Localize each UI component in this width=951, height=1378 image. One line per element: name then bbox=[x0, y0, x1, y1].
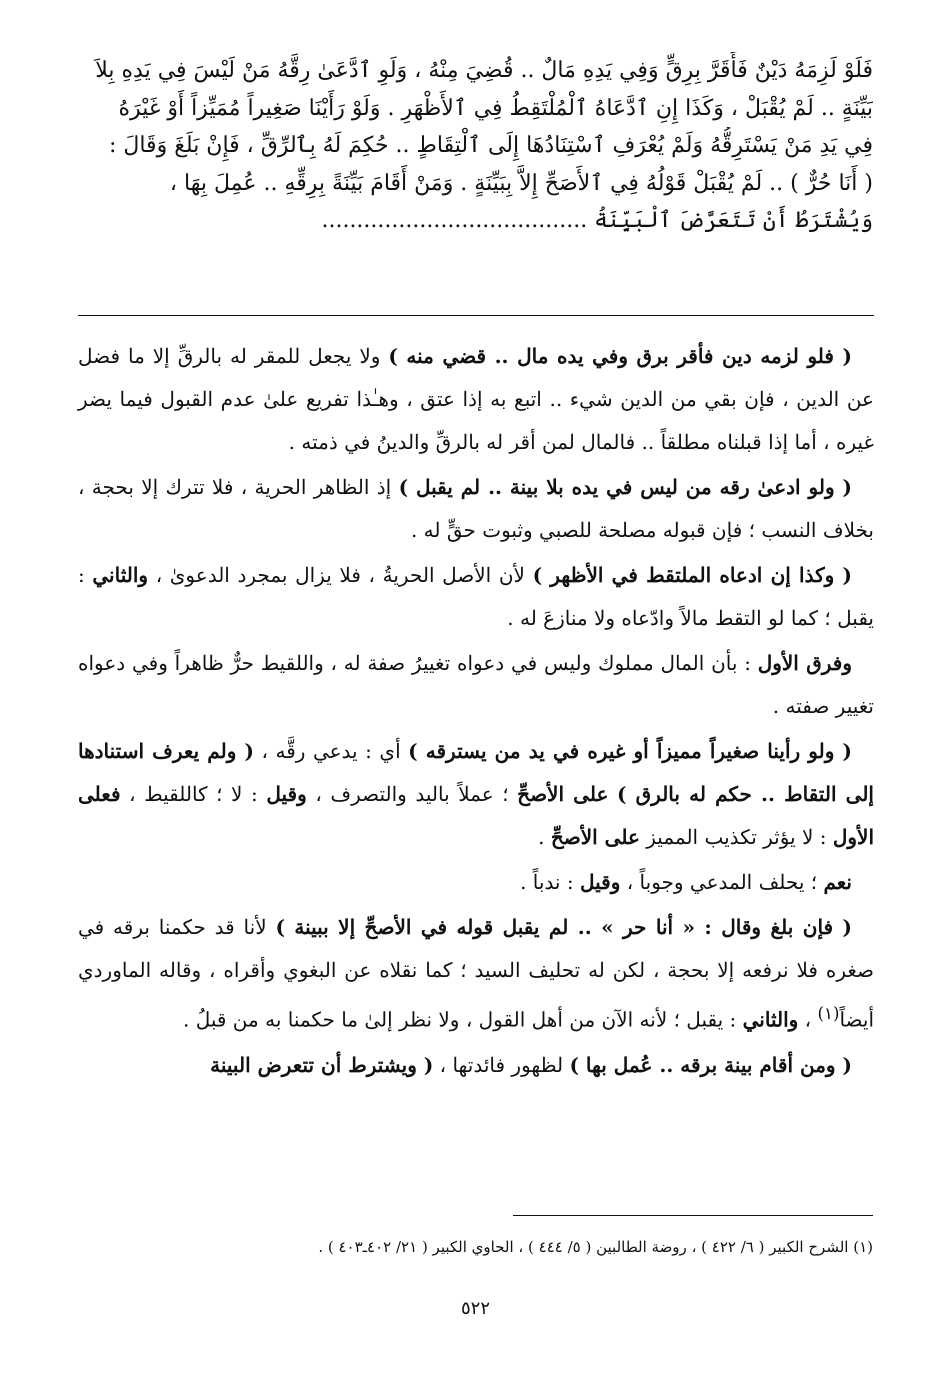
bold-term: وقيل bbox=[266, 782, 307, 806]
matn-line: وَيُشْتَرَطُ أَنْ تَتَعَرَّضَ ٱلْبَيِّنَةُ ...................................... bbox=[321, 208, 873, 233]
commentary-segment bbox=[608, 782, 617, 806]
commentary-paragraph bbox=[78, 335, 874, 464]
quoted-matn: ( وكذا إن ادعاه الملتقط في الأظهر ) bbox=[532, 563, 852, 587]
matn-line: فَلَوْ لَزِمَهُ دَيْنٌ فَأَقَرَّ بِرِقٍّ وَفِي يَدِهِ مَالٌ .. قُضِيَ مِنْهُ ، وَلَوِ ٱدَّعَىٰ رِقَّهُ مَنْ لَيْسَ فِي يَدِهِ بِلاَ bbox=[95, 58, 873, 83]
matn-separator-rule bbox=[78, 315, 874, 316]
commentary-segment: لظهور فائدتها ، bbox=[433, 1052, 570, 1077]
quoted-matn: ( ولو ادعىٰ رقه من ليس في يده بلا بينة .. لم يقبل ) bbox=[398, 475, 852, 499]
commentary-paragraph bbox=[78, 730, 874, 859]
commentary-segment: ، bbox=[798, 1007, 818, 1032]
commentary-paragraph bbox=[78, 861, 874, 904]
bold-term: والثاني bbox=[92, 563, 149, 587]
commentary-paragraph bbox=[78, 554, 874, 640]
commentary-paragraph bbox=[78, 642, 874, 728]
bold-term: وقيل bbox=[579, 870, 621, 894]
commentary-segment: إذ الظاهر الحرية ، فلا تترك إلا بحجة ، بخلاف النسب ؛ فإن قبوله مصلحة للصبي وثبوت حقٍّ له . bbox=[78, 475, 874, 542]
commentary-segment: ولا يجعل للمقر له بالرقِّ إلا ما فضل عن الدين ، فإن بقي من الدين شيء .. اتبع به إذا عتق ، وهـٰذا تفريع علىٰ عدم القبول فيما يضر غيره ، أما إذا قبلناه مطلقاً .. فالمال لمن أقر له بالرقِّ والدينُ في ذمته . bbox=[78, 344, 874, 454]
commentary-segment: : لا يؤثر تكذيب المميز bbox=[639, 825, 833, 849]
bold-term: والثاني bbox=[742, 1007, 799, 1032]
commentary-paragraph bbox=[78, 1044, 874, 1087]
quoted-matn: ( فلو لزمه دين فأقر برق وفي يده مال .. قضي منه ) bbox=[388, 344, 852, 368]
commentary-segment: ؛ يحلف المدعي وجوباً ، bbox=[620, 870, 824, 894]
matn-text bbox=[78, 52, 873, 240]
matn-line: ( أَنَا حُرٌّ ) .. لَمْ يُقْبَلْ قَوْلُهُ فِي ٱلأَصَحِّ إِلاَّ بِبَيِّنَةٍ . وَمَنْ أَقَامَ بَيِّنَةً بِرِقِّهِ .. عُمِلَ بِهَا ، bbox=[169, 170, 873, 196]
commentary-segment: لأن الأصل الحريةُ ، فلا يزال بمجرد الدعوىٰ ، bbox=[148, 563, 533, 587]
footnote: (١) الشرح الكبير ( ٦/ ٤٢٢ ) ، روضة الطالبين ( ٥/ ٤٤٤ ) ، الحاوي الكبير ( ٢١/ ٤٠٢ـ٤٠٣ ) . bbox=[318, 1238, 873, 1256]
commentary-text bbox=[78, 335, 874, 1089]
footnote-reference[interactable]: (١) bbox=[817, 1004, 840, 1023]
commentary-paragraph bbox=[78, 906, 874, 1042]
commentary-segment: لأنا قد حكمنا برقه في صغره فلا نرفعه إلا بحجة ، لكن له تحليف السيد ؛ كما نقلاه عن البغوي وأقراه ، وقاله الماوردي أيضاً bbox=[78, 915, 874, 1032]
commentary-segment: : بأن المال مملوك وليس في دعواه تغييرُ صفة له ، واللقيط حرٌّ ظاهراً وفي دعواه تغيير صفته . bbox=[78, 651, 874, 718]
bold-term: نعم bbox=[823, 870, 852, 894]
commentary-segment: أي : يدعي رقَّه ، bbox=[253, 739, 409, 763]
commentary-paragraph bbox=[78, 466, 874, 552]
quoted-matn: ( ولو رأينا صغيراً مميزاً أو غيره في يد من يسترقه ) bbox=[408, 739, 852, 763]
page-number: ٥٢٢ bbox=[460, 1298, 490, 1319]
commentary-segment: ؛ عملاً باليد والتصرف ، bbox=[306, 782, 518, 806]
bold-term: وفرق الأول bbox=[757, 651, 852, 675]
quoted-matn: ( ومن أقام بينة برقه .. عُمل بها ) bbox=[569, 1052, 852, 1077]
quoted-matn: ( ولم يعرف استنادها إلى التقاط .. حكم له بالرق ) bbox=[78, 739, 874, 806]
footnote-separator-rule bbox=[513, 1215, 873, 1216]
commentary-segment: : لا ؛ كاللقيط ، bbox=[120, 782, 267, 806]
commentary-segment: . bbox=[538, 825, 551, 849]
matn-line: بَيِّنَةٍ .. لَمْ يُقْبَلْ ، وَكَذَا إِنِ ٱدَّعَاهُ ٱلْمُلْتَقِطُ فِي ٱلأَظْهَرِ . وَلَوْ رَأَيْنَا صَغِيراً مُمَيِّزاً أَوْ غَيْرَهُ bbox=[118, 95, 873, 121]
bold-term: على الأصحِّ bbox=[550, 825, 640, 849]
bold-term: على الأصحِّ bbox=[517, 782, 609, 806]
bold-term: فعلى الأول bbox=[78, 782, 874, 849]
commentary-segment: : يقبل ؛ لأنه الآن من أهل القول ، ولا نظر إلىٰ ما حكمنا به من قبلُ . bbox=[182, 1007, 743, 1032]
matn-line: فِي يَدِ مَنْ يَسْتَرِقُّهُ وَلَمْ يُعْرَفِ ٱسْتِنَادُهَا إِلَى ٱلْتِقَاطٍ .. حُكِمَ لَهُ بِٱلرِّقِّ ، فَإِنْ بَلَغَ وَقَالَ : bbox=[108, 133, 873, 158]
commentary-segment: : ندباً . bbox=[520, 870, 580, 894]
quoted-matn: ( ويشترط أن تتعرض البينة bbox=[210, 1052, 434, 1077]
quoted-matn: ( فإن بلغ وقال : « أنا حر » .. لم يقبل قوله في الأصحِّ إلا ببينة ) bbox=[275, 915, 852, 939]
commentary-segment: : يقبل ؛ كما لو التقط مالاً وادّعاه ولا منازعَ له . bbox=[78, 563, 874, 630]
